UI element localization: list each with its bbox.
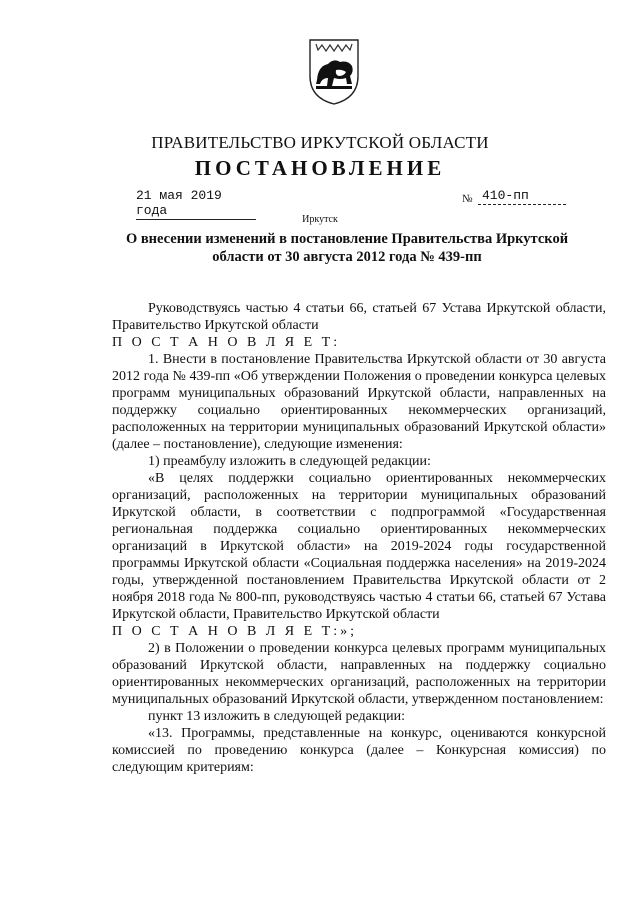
organization-name: ПРАВИТЕЛЬСТВО ИРКУТСКОЙ ОБЛАСТИ	[151, 133, 489, 152]
document-date: 21 мая 2019 года	[136, 188, 256, 220]
paragraph-point-13: пункт 13 изложить в следующей редакции:	[148, 709, 405, 724]
document-number: 410-пп	[478, 188, 566, 205]
document-city: Иркутск	[302, 214, 338, 225]
document-body	[112, 300, 606, 776]
number-sign: №	[462, 193, 473, 205]
document-type: ПОСТАНОВЛЕНИЕ	[194, 156, 446, 180]
paragraph-new-preamble: «В целях поддержки социально ориентированных некоммерческих организаций, расположенных на территории муниципальных образований Иркутской области, в соответствии с подпрограммой «Государственная региональная поддержка социально ориентированных некоммерческих организаций в Иркутской области» на 2019-2024 годы государственной программы Иркутской области «Социальная поддержка населения» на 2019-2024 годы, утвержденной постановлением Правительства Иркутской области от 2 ноября 2018 года № 800-пп, руководствуясь частью 4 статьи 66, статьей 67 Устава Иркутской области, Правительство Иркутской области	[112, 471, 606, 622]
paragraph-resolves: П О С Т А Н О В Л Я Е Т:	[112, 335, 341, 350]
paragraph-preamble: Руководствуясь частью 4 статьи 66, статьей 67 Устава Иркутской области, Правительство Иркутской области	[112, 301, 606, 333]
paragraph-subitem-1: 1) преамбулу изложить в следующей редакции:	[148, 454, 431, 469]
coat-of-arms-icon	[306, 36, 362, 106]
paragraph-resolves-quoted: П О С Т А Н О В Л Я Е Т:»;	[112, 624, 357, 639]
paragraph-item-1: 1. Внести в постановление Правительства Иркутской области от 30 августа 2012 года № 439-пп «Об утверждении Положения о проведении конкурса целевых программ муниципальных образований Иркутской области, направленных на поддержку социально ориентированных некоммерческих организаций, расположенных на территории муниципальных образований Иркутской области» (далее – постановление), следующие изменения:	[112, 352, 606, 452]
paragraph-subitem-2: 2) в Положении о проведении конкурса целевых программ муниципальных образований Иркутской области, направленных на поддержку социально ориентированных некоммерческих организаций, расположенных на территории муниципальных образований Иркутской области, утвержденном постановлением:	[112, 641, 606, 707]
document-title: О внесении изменений в постановление Правительства Иркутской области от 30 августа 2012 года № 439-пп	[125, 231, 569, 265]
paragraph-point-13-text: «13. Программы, представленные на конкурс, оцениваются конкурсной комиссией по проведению конкурса (далее – Конкурсная комиссия) по следующим критериям:	[112, 726, 606, 775]
